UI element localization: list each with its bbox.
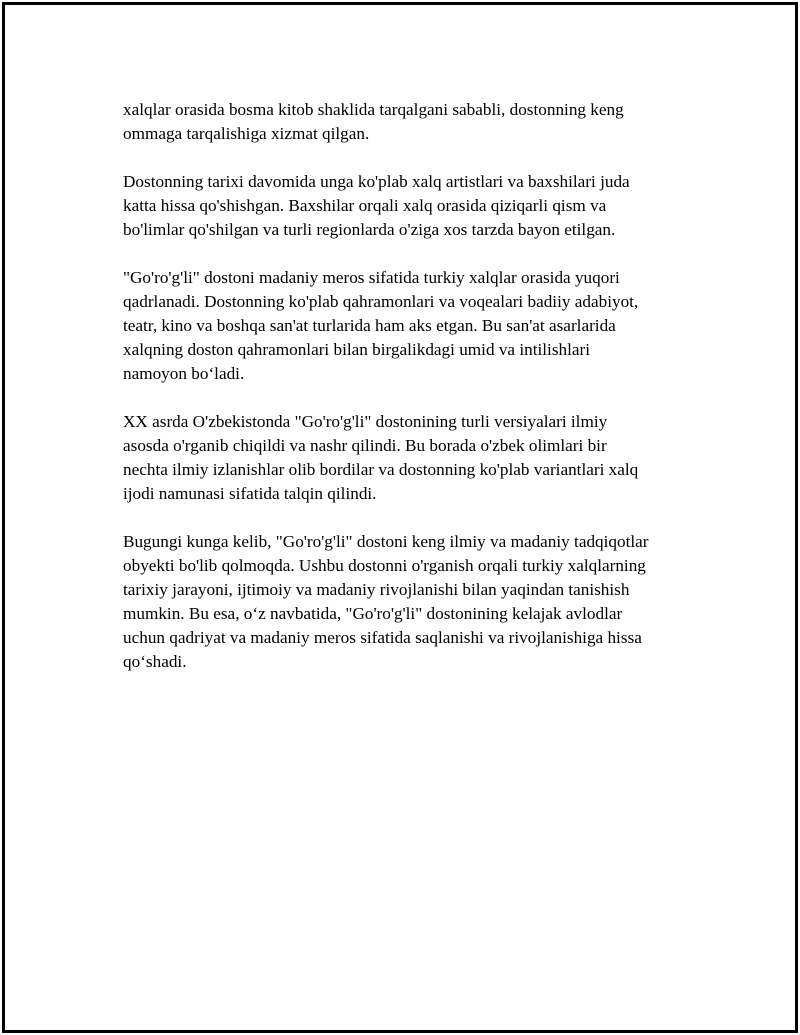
- text-line: ijodi namunasi sifatida talqin qilindi.: [123, 484, 377, 503]
- paragraph-5: [123, 530, 693, 674]
- text-line: katta hissa qo'shishgan. Baxshilar orqali xalq orasida qiziqarli qism va: [123, 196, 607, 215]
- text-line: ommaga tarqalishiga xizmat qilgan.: [123, 124, 370, 143]
- text-line: Bugungi kunga kelib, "Go'ro'g'li" dostoni keng ilmiy va madaniy tadqiqotlar: [123, 532, 649, 551]
- text-line: nechta ilmiy izlanishlar olib bordilar va dostonning ko'plab variantlari xalq: [123, 460, 639, 479]
- paragraph-1: [123, 98, 693, 146]
- text-line: asosda o'rganib chiqildi va nashr qilindi. Bu borada o'zbek olimlari bir: [123, 436, 607, 455]
- text-line: mumkin. Bu esa, o‘z navbatida, "Go'ro'g'li" dostonining kelajak avlodlar: [123, 604, 623, 623]
- text-line: xalqning doston qahramonlari bilan birgalikdagi umid va intilishlari: [123, 340, 591, 359]
- paragraph-2: [123, 170, 693, 242]
- text-line: qadrlanadi. Dostonning ko'plab qahramonlari va voqealari badiiy adabiyot,: [123, 292, 639, 311]
- paragraph-4: [123, 410, 693, 506]
- text-line: bo'limlar qo'shilgan va turli regionlarda o'ziga xos tarzda bayon etilgan.: [123, 220, 616, 239]
- text-line: "Go'ro'g'li" dostoni madaniy meros sifatida turkiy xalqlar orasida yuqori: [123, 268, 620, 287]
- text-line: namoyon bo‘ladi.: [123, 364, 245, 383]
- text-line: xalqlar orasida bosma kitob shaklida tarqalgani sababli, dostonning keng: [123, 100, 624, 119]
- text-line: uchun qadriyat va madaniy meros sifatida saqlanishi va rivojlanishiga hissa: [123, 628, 642, 647]
- document-body: [123, 98, 693, 698]
- text-line: obyekti bo'lib qolmoqda. Ushbu dostonni o'rganish orqali turkiy xalqlarning: [123, 556, 646, 575]
- text-line: Dostonning tarixi davomida unga ko'plab xalq artistlari va baxshilari juda: [123, 172, 630, 191]
- paragraph-3: [123, 266, 693, 386]
- text-line: teatr, kino va boshqa san'at turlarida ham aks etgan. Bu san'at asarlarida: [123, 316, 616, 335]
- text-line: XX asrda O'zbekistonda "Go'ro'g'li" dostonining turli versiyalari ilmiy: [123, 412, 608, 431]
- text-line: tarixiy jarayoni, ijtimoiy va madaniy rivojlanishi bilan yaqindan tanishish: [123, 580, 630, 599]
- text-line: qo‘shadi.: [123, 652, 187, 671]
- page-frame: [2, 2, 798, 1033]
